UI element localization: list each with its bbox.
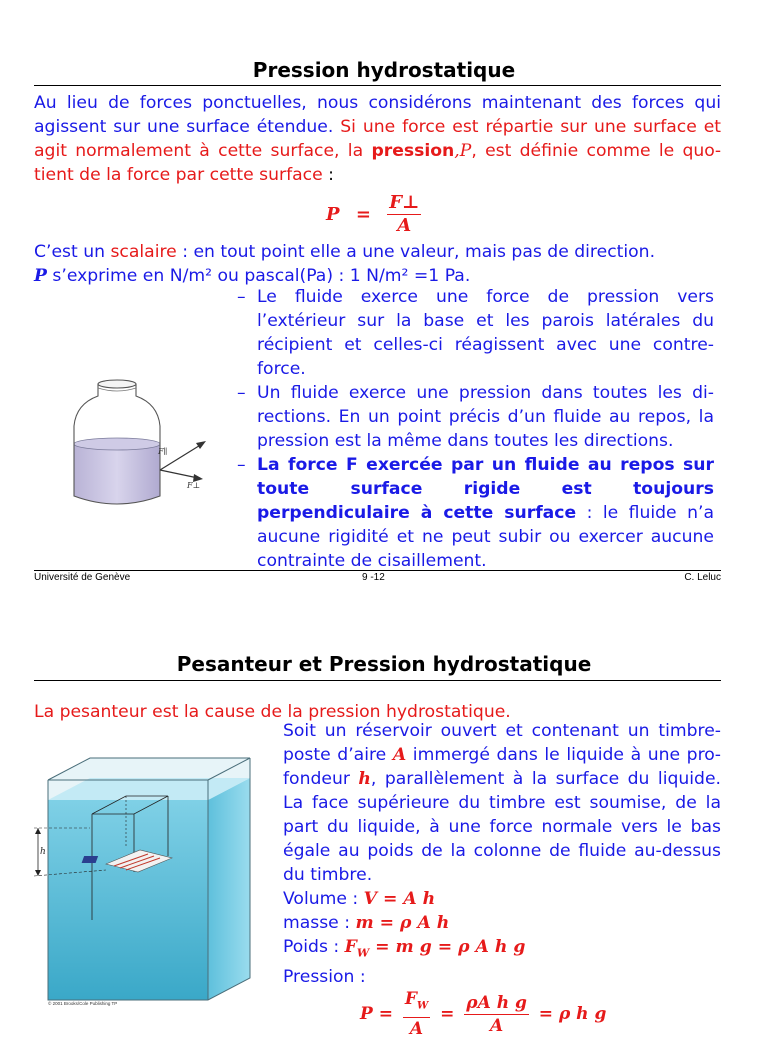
derivation-lines [283,887,721,989]
final-frac1-den: A [409,1019,424,1040]
formula-numerator: F⊥ [389,192,420,213]
intro-colon: : [322,165,334,185]
scalar-line [34,240,734,264]
intro-blue-text: Au lieu de forces ponctuelles, nous considérons maintenant des forces qui agissent sur une surface étendue. [34,93,721,137]
pressure-line [283,965,721,989]
pressure-label: Pression : [283,967,366,988]
bullet-dash: – [237,455,246,475]
slide1-title-rule [34,85,721,86]
stamp-text-2: immergé dans le liquide à une profondeur [283,745,721,789]
final-frac1-num [403,988,430,1018]
bullet-item-2 [237,381,714,453]
volume-equation: V = A h [363,889,436,909]
stamp-area-symbol: A [392,745,407,765]
mass-line [283,911,721,935]
bullet-item-1 [237,285,714,381]
bullet-text-2: Un fluide exerce une pression dans toutes les directions. En un point précis d’un fluide au repos, la pression est la même dans toutes les directions. [257,383,714,451]
depth-h-label: h [40,847,46,857]
final-frac1-sub: W [416,1000,429,1012]
volume-label: Volume : [283,889,364,909]
slide2-title: Pesanteur et Pression hydrostatique [176,652,592,676]
stamp-paragraph [283,719,721,887]
stamp-text-1: Soit un réservoir ouvert et contenant un timbre-poste d’aire [283,721,721,765]
formula-equals: = [355,203,371,225]
f-parallel-label: F∥ [158,447,168,456]
final-frac1-f: F [404,989,417,1009]
slide1-title: Pression hydrostatique [252,58,516,82]
final-lhs: P = [360,1004,393,1025]
weight-line [283,935,721,965]
final-fraction-1 [403,988,430,1040]
hydrostatic-formula [360,988,606,1040]
mass-equation: m = ρ A h [355,913,450,933]
stamp-text-3: , parallèlement à la surface du liquide. La face supérieure du timbre est soumise, de la part du liquide, à une force normale vers le bas égale au poids de la colonne de fluide au-dessus du timbre. [283,769,722,885]
intro-p-symbol: ,P [454,141,472,161]
f-perp-label: F⊥ [187,481,201,490]
slide1-intro-paragraph [34,91,721,187]
bullet-text-3-rest: : le fluide n’a aucune rigidité et ne peut subir ou exercer aucune contrainte de cisaillement. [257,503,714,571]
bullet-dash: – [237,383,246,403]
formula-denominator: A [397,215,412,236]
final-equals: = [440,1004,455,1025]
bullet-list [237,285,714,573]
slide1-footer-rule [34,570,721,571]
weight-rest: = m g = ρ A h g [369,937,526,957]
bullet-dash: – [237,287,246,307]
unit-p-symbol: P [34,266,47,286]
intro-red-text-2: , est définie comme le quotient de la force par cette surface [34,141,722,185]
slide2-title-rule [34,680,721,681]
bullet-text-3-bold: La force F exercée par un fluide au repos sur toute surface rigide est toujours perpendiculaire à cette surface [257,455,714,523]
final-frac2-num: ρA h g [466,992,527,1013]
formula-fraction [387,192,421,237]
intro-red-text: Si une force est répartie sur une surface et agit normalement à cette surface, la [34,117,722,161]
weight-subscript: W [356,946,370,960]
bottle-figure [62,374,222,519]
mass-label: masse : [283,913,356,933]
final-rhs: = ρ h g [538,1004,607,1025]
footer-page-number: 9 -12 [362,572,385,583]
figure-copyright: © 2001 Brooks/Cole Publishing TP [48,1001,118,1006]
final-frac2-den: A [489,1015,504,1036]
pressure-formula [326,192,421,237]
intro-pression-word: pression [371,141,455,161]
scalar-pre: C’est un [34,242,111,262]
stamp-depth-symbol: h [358,769,371,789]
gravity-cause-line: La pesanteur est la cause de la pression hydrostatique. [34,702,511,722]
bullet-item-3 [237,453,714,573]
footer-university: Université de Genève [34,572,131,583]
final-fraction-2 [464,992,529,1037]
footer-author: C. Leluc [684,572,721,583]
formula-lhs: P [326,203,340,225]
reservoir-figure [30,752,270,1010]
weight-f: F [344,937,357,957]
scalar-post: : en tout point elle a une valeur, mais pas de direction. [176,242,656,262]
volume-line [283,887,721,911]
weight-label: Poids : [283,937,345,957]
bullet-text-1: Le fluide exerce une force de pression vers l’extérieur sur la base et les parois latérales du récipient et celles-ci réagissent avec une contreforce. [257,287,714,379]
weight-equation [344,937,526,960]
scalar-word: scalaire [110,242,177,262]
unit-text: s’exprime en N/m² ou pascal(Pa) : 1 N/m² =1 Pa. [46,266,471,286]
